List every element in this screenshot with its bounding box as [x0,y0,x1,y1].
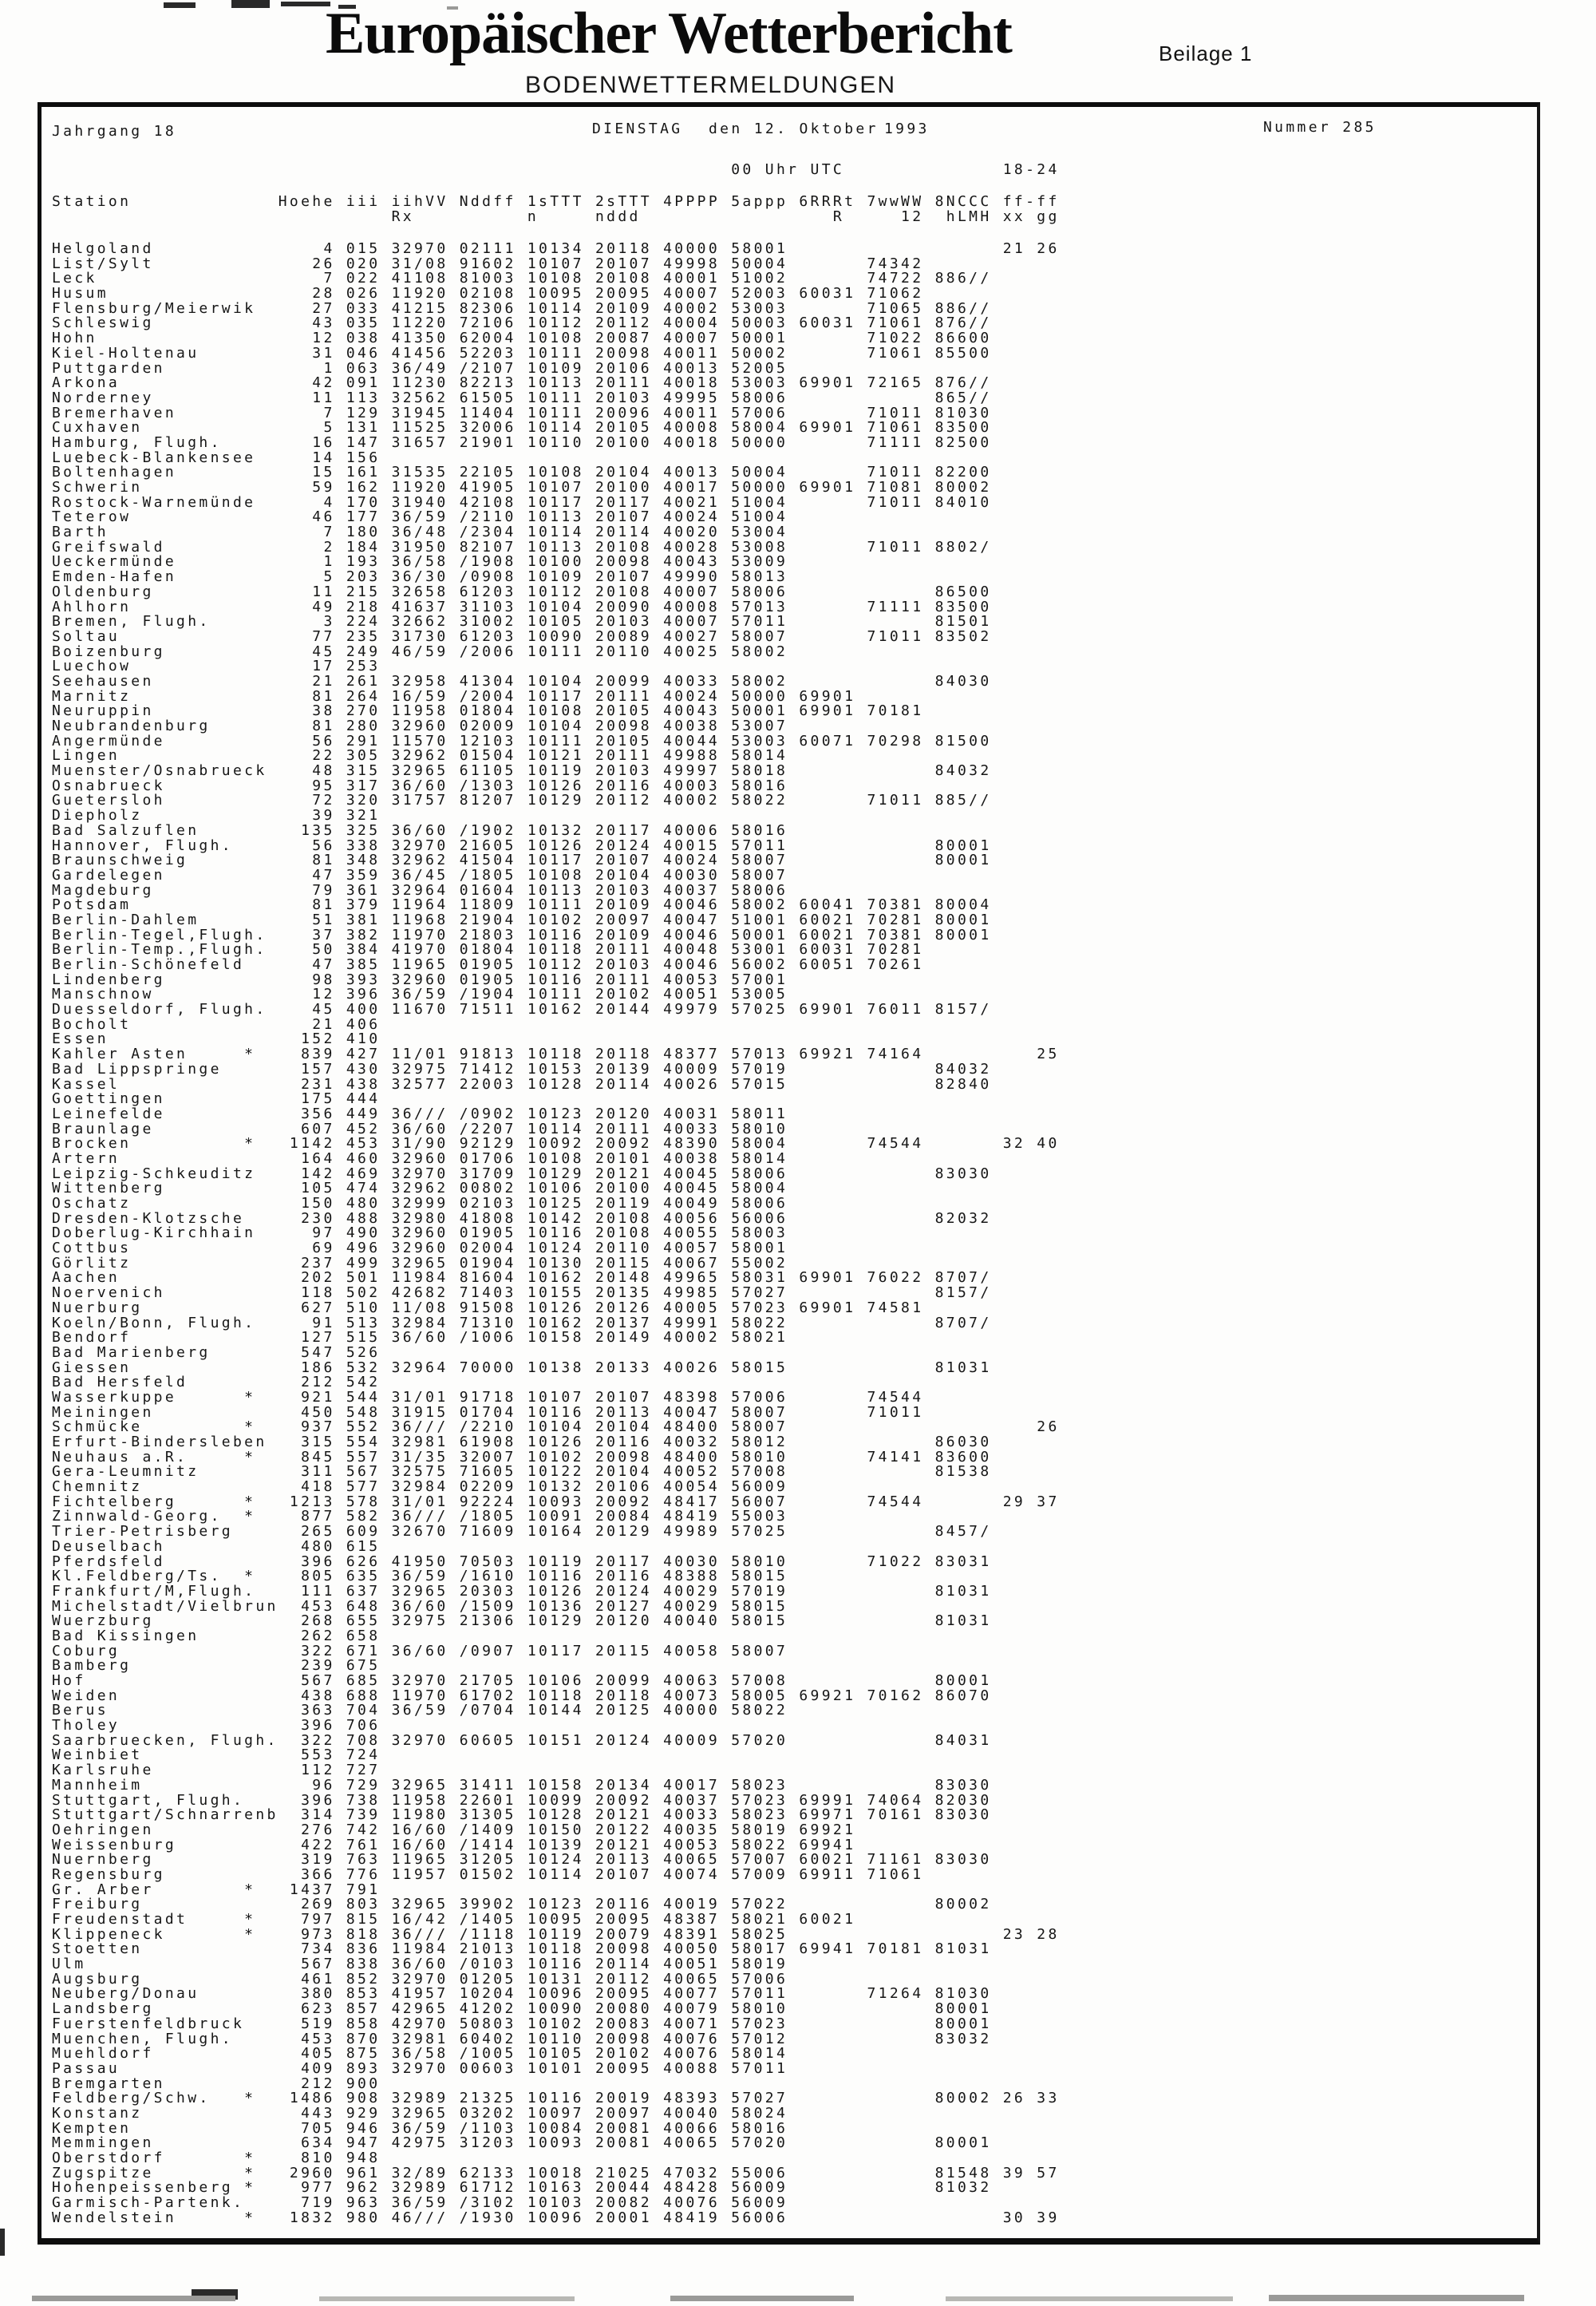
table-row: List/Sylt 26 020 31/08 91602 10107 20107 49998 50004 74342 [52,255,1060,272]
table-row: Giessen 186 532 32964 70000 10138 20133 40026 58015 81031 [52,1359,1060,1376]
table-row: Hohenpeissenberg * 977 962 32989 61712 10163 20044 48428 56009 81032 [52,2179,1060,2197]
table-row: Stuttgart/Schnarrenb 314 739 11980 31305 10128 20121 40033 58023 69971 70161 83030 [52,1806,1060,1824]
table-row: Weissenburg 422 761 16/60 /1414 10139 20121 40053 58022 69941 [52,1836,1060,1853]
supplement-label: Beilage 1 [1159,42,1253,65]
table-row: Arkona 42 091 11230 82213 10113 20111 40018 53003 69901 72165 876// [52,374,1060,392]
table-row: Freudenstadt * 797 815 16/42 /1405 10095 20095 48387 58021 60021 [52,1911,1060,1928]
table-row: Oldenburg 11 215 32658 61203 10112 20108 40007 58006 86500 [52,583,1060,600]
table-row: Garmisch-Partenk. 719 963 36/59 /3102 10103 20082 40076 56009 [52,2194,1060,2212]
table-row: Zugspitze * 2960 961 32/89 62133 10018 21025 47032 55006 81548 39 57 [52,2164,1060,2181]
table-row: Karlsruhe 112 727 [52,1762,1060,1779]
table-row: Diepholz 39 321 [52,807,1060,825]
table-row: Boizenburg 45 249 46/59 /2006 10111 20110 40025 58002 [52,643,1060,660]
table-row: Essen 152 410 [52,1030,1060,1048]
table-row: Fichtelberg * 1213 578 31/01 92224 10093 20092 48417 56007 74544 29 37 [52,1493,1060,1510]
table-row: Nuerburg 627 510 11/08 91508 10126 20126 40005 57023 69901 74581 [52,1299,1060,1316]
table-row: Boltenhagen 15 161 31535 22105 10108 20104 40013 50004 71011 82200 [52,464,1060,481]
table-row: Hohn 12 038 41350 62004 10108 20087 40007 50001 71022 86600 [52,330,1060,347]
table-row: Bad Kissingen 262 658 [52,1627,1060,1644]
table-header-line1: Station Hoehe iii iihVV Nddff 1sTTT 2sTTT 4PPPP 5appp 6RRRt 7wwWW 8NCCC ff-ff [52,193,1060,210]
table-row: Dresden-Klotzsche 230 488 32980 41808 10142 20108 40056 56006 82032 [52,1209,1060,1227]
table-row: Leinefelde 356 449 36/// /0902 10123 20120 40031 58011 [52,1105,1060,1122]
table-row: Berlin-Temp.,Flugh. 50 384 41970 01804 10118 20111 40048 53001 60031 70281 [52,941,1060,959]
table-row: Cottbus 69 496 32960 02004 10124 20110 40057 58001 [52,1240,1060,1257]
table-row: Neuberg/Donau 380 853 41957 10204 10096 20095 40077 57011 71264 81030 [52,1985,1060,2003]
table-row: Luebeck-Blankensee 14 156 [52,449,1060,466]
table-row: Konstanz 443 929 32965 03202 10097 20097 40040 58024 [52,2104,1060,2122]
table-row: Bad Salzuflen 135 325 36/60 /1902 10132 20117 40006 58016 [52,821,1060,839]
table-row: Meiningen 450 548 31915 01704 10116 20113 40047 58007 71011 [52,1403,1060,1421]
table-row: Bremerhaven 7 129 31945 11404 10111 20096 40011 57006 71011 81030 [52,404,1060,421]
scan-artifact [670,2296,854,2301]
table-row: Brocken * 1142 453 31/90 92129 10092 20092 48390 58004 74544 32 40 [52,1135,1060,1153]
table-row: Pferdsfeld 396 626 41950 70503 10119 20117 40030 58010 71022 83031 [52,1552,1060,1570]
table-row: Artern 164 460 32960 01706 10108 20101 40038 58014 [52,1149,1060,1167]
table-row: Leipzig-Schkeuditz 142 469 32970 31709 10129 20121 40045 58006 83030 [52,1165,1060,1182]
table-row: Weiden 438 688 11970 61702 10118 20118 40073 58005 69921 70162 86070 [52,1687,1060,1704]
table-row: Muenster/Osnabrueck 48 315 32965 61105 10119 20103 49997 58018 84032 [52,762,1060,780]
table-row: Oehringen 276 742 16/60 /1409 10150 20122 40035 58019 69921 [52,1821,1060,1838]
table-row: Berlin-Schönefeld 47 385 11965 01905 10112 20103 40046 56002 60051 70261 [52,956,1060,973]
table-row: Flensburg/Meierwik 27 033 41215 82306 10114 20109 40002 53003 71065 886// [52,299,1060,317]
scan-artifact [319,2296,575,2301]
scan-artifact [946,2296,1233,2301]
table-row: Hannover, Flugh. 56 338 32970 21605 10126 20124 40015 57011 80001 [52,837,1060,854]
table-row: Teterow 46 177 36/59 /2110 10113 20107 40024 51004 [52,508,1060,526]
table-row: Trier-Petrisberg 265 609 32670 71609 10164 20129 49989 57025 8457/ [52,1523,1060,1541]
scan-artifact [231,0,270,8]
table-row: Oberstdorf * 810 948 [52,2150,1060,2166]
table-row: Wittenberg 105 474 32962 00802 10106 20100 40045 58004 [52,1180,1060,1197]
table-row: Michelstadt/Vielbrun 453 648 36/60 /1509 10136 20127 40029 58015 [52,1597,1060,1615]
table-row: Zinnwald-Georg. * 877 582 36/// /1805 10091 20084 48419 55003 [52,1508,1060,1525]
table-row: Husum 28 026 11920 02108 10095 20095 40007 52003 60031 71062 [52,285,1060,303]
station-rows [52,242,1060,2225]
utc-time-line: 00 Uhr UTC 18-24 [52,161,1060,178]
table-row: Frankfurt/M,Flugh. 111 637 32965 20303 10126 20124 40029 57019 81031 [52,1582,1060,1600]
table-row: Greifswald 2 184 31950 82107 10113 20108 40028 53008 71011 8802/ [52,538,1060,556]
table-row: Bremen, Flugh. 3 224 32662 31002 10105 20103 40007 57011 81501 [52,613,1060,631]
table-row: Doberlug-Kirchhain 97 490 32960 01905 10116 20108 40055 58003 [52,1224,1060,1242]
table-row: Stoetten 734 836 11984 21013 10118 20098 40050 58017 69941 70181 81031 [52,1940,1060,1958]
weekday-label: DIENSTAG [592,121,683,137]
table-row: Oschatz 150 480 32999 02103 10125 20119 40049 58006 [52,1195,1060,1212]
table-row: Regensburg 366 776 11957 01502 10114 20107 40074 57009 69911 71061 [52,1865,1060,1883]
table-row: Mannheim 96 729 32965 31411 10158 20134 40017 58023 83030 [52,1776,1060,1794]
issue-number: Nummer 285 [1263,119,1377,136]
table-row: Nuernberg 319 763 11965 31205 10124 20113 40065 57007 60021 71161 83030 [52,1851,1060,1869]
page-subtitle: BODENWETTERMELDUNGEN [525,72,897,98]
table-row: Ulm 567 838 36/60 /0103 10116 20114 40051 58019 [52,1956,1060,1973]
table-row: Landsberg 623 857 42965 41202 10090 20080 40079 58010 80001 [52,2000,1060,2018]
table-row: Augsburg 461 852 32970 01205 10131 20112 40065 57006 [52,1970,1060,1988]
year-label: 1993 [884,121,930,137]
scan-artifact [0,2229,5,2256]
table-row: Marnitz 81 264 16/59 /2004 10117 20111 40024 50000 69901 [52,687,1060,705]
table-row: Manschnow 12 396 36/59 /1904 10111 20102 40051 53005 [52,986,1060,1003]
table-row: Helgoland 4 015 32970 02111 10134 20118 40000 58001 21 26 [52,240,1060,257]
page-title: Europäischer Wetterbericht [326,1,1012,66]
scan-artifact [1269,2295,1524,2301]
table-row: Kl.Feldberg/Ts. * 805 635 36/59 /1610 10116 20116 48388 58015 [52,1568,1060,1585]
table-row: Aachen 202 501 11984 81604 10162 20148 49965 58031 69901 76022 8707/ [52,1269,1060,1287]
table-row: Magdeburg 79 361 32964 01604 10113 20103 40037 58006 [52,881,1060,899]
table-row: Schleswig 43 035 11220 72106 10112 20112 40004 50003 60031 71061 876// [52,314,1060,332]
scan-artifact [281,2,330,6]
table-row: Gardelegen 47 359 36/45 /1805 10108 20104 40030 58007 [52,866,1060,884]
table-row: Neubrandenburg 81 280 32960 02009 10104 20098 40038 53007 [52,718,1060,734]
table-row: Gr. Arber * 1437 791 [52,1881,1060,1898]
table-header-line2: Rx n nddd R 12 hLMH xx gg [52,208,1060,225]
table-row: Klippeneck * 973 818 36/// /1118 10119 20079 48391 58025 23 28 [52,1925,1060,1943]
table-row: Berlin-Dahlem 51 381 11968 21904 10102 20097 40047 51001 60021 70281 80001 [52,911,1060,928]
table-row: Bad Marienberg 547 526 [52,1343,1060,1361]
table-row: Feldberg/Schw. * 1486 908 32989 21325 10116 20019 48393 57027 80002 26 33 [52,2090,1060,2107]
table-row: Soltau 77 235 31730 61203 10090 20089 40027 58007 71011 83502 [52,627,1060,645]
table-row: Gera-Leumnitz 311 567 32575 71605 10122 20104 40052 57008 81538 [52,1463,1060,1481]
table-row: Braunschweig 81 348 32962 41504 10117 20107 40024 58007 80001 [52,852,1060,869]
table-row: Muehldorf 405 875 36/58 /1005 10105 20102 40076 58014 [52,2045,1060,2063]
table-row: Tholey 396 706 [52,1717,1060,1734]
table-row: Ahlhorn 49 218 41637 31103 10104 20090 40008 57013 71111 83500 [52,598,1060,615]
table-row: Goettingen 175 444 [52,1090,1060,1108]
table-row: Wuerzburg 268 655 32975 21306 10129 20120 40040 58015 81031 [52,1612,1060,1630]
table-row: Braunlage 607 452 36/60 /2207 10114 20111 40033 58010 [52,1120,1060,1137]
table-row: Chemnitz 418 577 32984 02209 10132 20106 40054 56009 [52,1478,1060,1496]
table-row: Norderney 11 113 32562 61505 10111 20103 49995 58006 865// [52,389,1060,406]
table-row: Deuselbach 480 615 [52,1537,1060,1555]
table-row: Memmingen 634 947 42975 31203 10093 20081 40065 57020 80001 [52,2134,1060,2152]
table-row: Bendorf 127 515 36/60 /1006 10158 20149 40002 58021 [52,1329,1060,1347]
table-row: Bad Hersfeld 212 542 [52,1374,1060,1391]
table-row: Lindenberg 98 393 32960 01905 10116 20111 40053 57001 [52,971,1060,988]
table-row: Muenchen, Flugh. 453 870 32981 60402 10110 20098 40076 57012 83032 [52,2030,1060,2047]
table-row: Freiburg 269 803 32965 39902 10123 20116 40019 57022 80002 [52,1896,1060,1913]
table-row: Kempten 705 946 36/59 /1103 10084 20081 40066 58016 [52,2119,1060,2137]
table-row: Weinbiet 553 724 [52,1746,1060,1764]
table-row: Guetersloh 72 320 31757 81207 10129 20112 40002 58022 71011 885// [52,792,1060,809]
table-row: Potsdam 81 379 11964 11809 10111 20109 40046 58002 60041 70381 80004 [52,896,1060,914]
table-row: Lingen 22 305 32962 01504 10121 20111 49988 58014 [52,747,1060,765]
table-row: Kassel 231 438 32577 22003 10128 20114 40026 57015 82840 [52,1075,1060,1093]
table-row: Schwerin 59 162 11920 41905 10107 20100 40017 50000 69901 71081 80002 [52,479,1060,496]
table-row: Noervenich 118 502 42682 71403 10155 20135 49985 57027 8157/ [52,1284,1060,1302]
table-row: Koeln/Bonn, Flugh. 91 513 32984 71310 10162 20137 49991 58022 8707/ [52,1314,1060,1331]
table-row: Stuttgart, Flugh. 396 738 11958 22601 10099 20092 40037 57023 69991 74064 82030 [52,1791,1060,1809]
table-row: Rostock-Warnemünde 4 170 31940 42108 10117 20117 40021 51004 71011 84010 [52,493,1060,511]
table-row: Cuxhaven 5 131 11525 32006 10114 20105 40008 58004 69901 71061 83500 [52,419,1060,437]
date-label: den 12. Oktober [709,121,879,137]
table-row: Kahler Asten * 839 427 11/01 91813 10118 20118 48377 57013 69921 74164 25 [52,1046,1060,1063]
table-row: Hof 567 685 32970 21705 10106 20099 40063 57008 80001 [52,1672,1060,1689]
table-row: Wasserkuppe * 921 544 31/01 91718 10107 20107 48398 57006 74544 [52,1388,1060,1406]
table-row: Bocholt 21 406 [52,1015,1060,1033]
table-row: Ueckermünde 1 193 36/58 /1908 10100 20098 40043 53009 [52,553,1060,571]
table-row: Bremgarten 212 900 [52,2075,1060,2092]
table-row: Duesseldorf, Flugh. 45 400 11670 71511 10162 20144 49979 57025 69901 76011 8157/ [52,1001,1060,1019]
table-row: Saarbruecken, Flugh. 322 708 32970 60605 10151 20124 40009 57020 84031 [52,1731,1060,1749]
table-row: Wendelstein * 1832 980 46/// /1930 10096 20001 48419 56006 30 39 [52,2209,1060,2226]
table-row: Bamberg 239 675 [52,1657,1060,1675]
scan-artifact [32,2296,235,2301]
table-row: Seehausen 21 261 32958 41304 10104 20099 40033 58002 84030 [52,672,1060,690]
table-row: Luechow 17 253 [52,658,1060,675]
table-row: Passau 409 893 32970 00603 10101 20095 40088 57011 [52,2059,1060,2077]
table-row: Angermünde 56 291 11570 12103 10111 20105 40044 53003 60071 70298 81500 [52,732,1060,750]
table-row: Erfurt-Bindersleben 315 554 32981 61908 10126 20116 40032 58012 86030 [52,1434,1060,1450]
table-row: Bad Lippspringe 157 430 32975 71412 10153 20139 40009 57019 84032 [52,1060,1060,1078]
table-row: Coburg 322 671 36/60 /0907 10117 20115 40058 58007 [52,1642,1060,1659]
table-row: Barth 7 180 36/48 /2304 10114 20114 40020 53004 [52,524,1060,541]
table-row: Görlitz 237 499 32965 01904 10130 20115 40067 55002 [52,1254,1060,1272]
table-row: Berlin-Tegel,Flugh. 37 382 11970 21803 10116 20109 40046 50001 60021 70381 80001 [52,926,1060,943]
table-row: Berus 363 704 36/59 /0704 10144 20125 40000 58022 [52,1702,1060,1719]
volume-label: Jahrgang 18 [52,123,177,140]
scan-artifact [164,2,196,8]
table-row: Osnabrueck 95 317 36/60 /1303 10126 20116 40003 58016 [52,777,1060,794]
table-row: Puttgarden 1 063 36/49 /2107 10109 20106 40013 52005 [52,359,1060,377]
table-row: Leck 7 022 41108 81003 10108 20108 40001 51002 74722 886// [52,270,1060,287]
table-row: Neuruppin 38 270 11958 01804 10108 20105 40043 50001 69901 70181 [52,702,1060,720]
table-row: Hamburg, Flugh. 16 147 31657 21901 10110 20100 40018 50000 71111 82500 [52,433,1060,451]
table-row: Fuerstenfeldbruck 519 858 42970 50803 10102 20083 40071 57023 80001 [52,2015,1060,2032]
table-row: Emden-Hafen 5 203 36/30 /0908 10109 20107 49990 58013 [52,568,1060,586]
table-row: Neuhaus a.R. * 845 557 31/35 32007 10102 20098 48400 58010 74141 83600 [52,1448,1060,1465]
table-row: Schmücke * 937 552 36/// /2210 10104 20104 48400 58007 26 [52,1418,1060,1436]
table-row: Kiel-Holtenau 31 046 41456 52203 10111 20098 40011 50002 71061 85500 [52,344,1060,362]
